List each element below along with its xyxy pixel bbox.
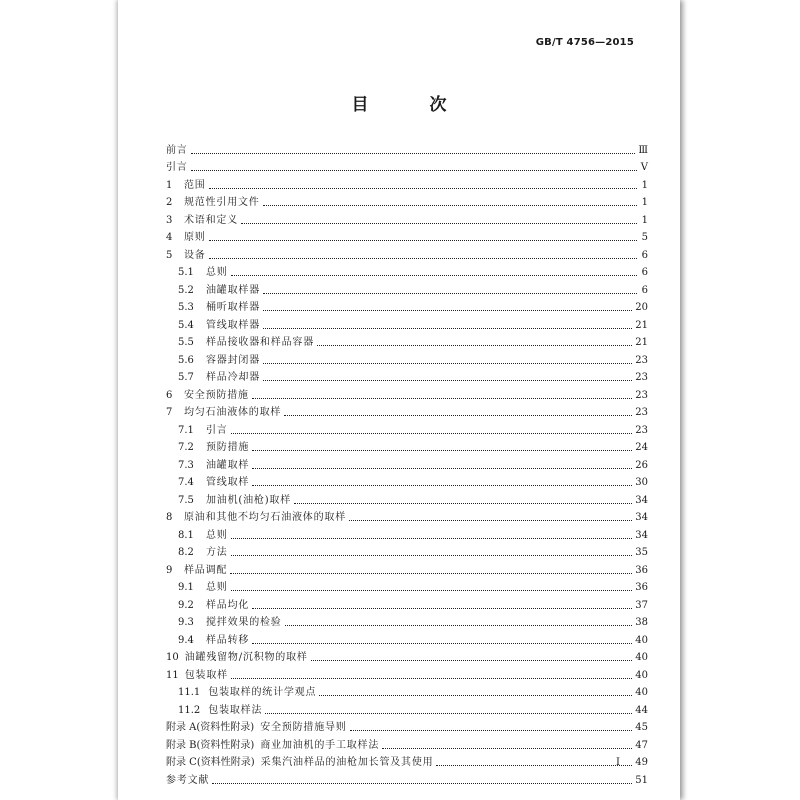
toc-entry-page: 40 [635,687,648,698]
table-of-contents [166,139,648,787]
toc-entry-page: 40 [635,652,648,663]
toc-entry-number: 7.5 [178,494,194,506]
toc-entry-number: 8.1 [178,529,194,541]
toc-entry-number: 7.1 [178,424,194,436]
toc-entry-number: 1 [166,179,173,191]
toc-entry [166,524,648,542]
toc-entry-label: 引言 [166,162,188,173]
toc-entry [166,454,648,472]
toc-entry [166,647,648,665]
toc-entry [166,577,648,595]
toc-entry [166,664,648,682]
toc-entry [166,507,648,525]
toc-entry-number: 7.4 [178,477,194,488]
toc-entry-page: 26 [635,459,648,471]
toc-entry [166,769,648,787]
dot-leader [191,170,637,171]
toc-entry [166,384,648,402]
toc-entry-label: 容器封闭器 [206,354,260,366]
dot-leader [263,380,632,381]
dot-leader [209,188,637,189]
dot-leader [230,573,632,574]
toc-entry-page: Ⅴ [640,162,648,173]
dot-leader [252,643,632,644]
toc-entry-page: 5 [641,232,648,243]
toc-entry-page: 37 [635,599,648,611]
toc-entry-number: 7.3 [178,459,194,471]
toc-entry-page: 51 [635,774,648,786]
toc-entry-page: 6 [641,267,648,278]
dot-leader [252,485,632,486]
toc-entry-number: 5.6 [178,354,194,366]
document-page [118,0,680,800]
toc-entry-number: 5.5 [178,337,194,348]
toc-entry-page: 23 [635,354,648,366]
toc-entry-label: 加油机(油枪)取样 [206,494,292,506]
dot-leader [231,538,633,539]
toc-entry [166,437,648,455]
toc-entry-page: Ⅲ [638,144,648,156]
toc-entry [166,192,648,210]
toc-entry-label: 参考文献 [166,774,210,786]
toc-entry-label: 范围 [184,179,206,191]
toc-entry-page: 34 [635,494,648,506]
toc-entry-page: 1 [641,197,648,208]
toc-entry-number: 附录 B(资料性附录) [166,739,255,751]
toc-entry [166,174,648,192]
toc-entry-label: 样品均化 [206,599,250,611]
toc-entry-number: 5.4 [178,319,194,331]
toc-entry [166,314,648,332]
toc-entry [166,244,648,262]
toc-entry-label: 安全预防措施 [184,389,249,401]
toc-entry-label: 样品冷却器 [206,372,260,383]
toc-entry [166,332,648,350]
toc-entry [166,629,648,647]
toc-entry [166,349,648,367]
dot-leader [191,153,636,154]
dot-leader [317,345,632,346]
toc-entry-page: 36 [635,582,648,593]
dot-leader [285,625,633,626]
toc-entry-label: 油罐取样 [206,459,250,471]
toc-entry-label: 桶听取样器 [206,302,260,313]
dot-leader [252,468,632,469]
toc-entry-label: 前言 [166,144,188,156]
toc-entry-page: 35 [635,547,648,558]
toc-entry-number: 5 [166,249,173,261]
toc-entry-page: 49 [635,757,648,768]
toc-entry-number: 3 [166,214,173,226]
toc-entry [166,752,648,770]
toc-entry-page: 34 [635,529,648,541]
toc-entry-number: 9.2 [178,599,194,611]
dot-leader [436,765,632,766]
dot-leader [263,205,637,206]
toc-entry-label: 商业加油机的手工取样法 [260,739,380,751]
toc-entry-number: 7.2 [178,442,194,453]
toc-entry [166,262,648,280]
toc-entry-number: 5.3 [178,302,194,313]
toc-entry-label: 原油和其他不均匀石油液体的取样 [184,512,346,523]
toc-entry [166,209,648,227]
toc-entry-number: 9.4 [178,634,194,646]
document-code: GB/T 4756—2015 [535,37,634,48]
dot-leader [231,433,633,434]
toc-entry-page: 36 [635,564,648,576]
toc-entry [166,594,648,612]
toc-entry-page: 23 [635,372,648,383]
toc-entry-page: 45 [635,722,648,733]
toc-entry-number: 5.1 [178,267,194,278]
toc-entry-label: 总则 [206,582,228,593]
toc-entry-page: 6 [641,249,648,261]
toc-entry [166,734,648,752]
toc-entry-label: 样品转移 [206,634,250,646]
toc-entry-number: 11.1 [178,687,201,698]
toc-entry [166,542,648,560]
toc-entry-page: 21 [635,319,648,331]
toc-entry [166,367,648,385]
dot-leader [231,555,633,556]
dot-leader [263,328,632,329]
toc-entry-label: 规范性引用文件 [184,197,260,208]
dot-leader [319,695,632,696]
toc-entry [166,279,648,297]
toc-entry-number: 4 [166,232,173,243]
toc-entry-number: 2 [166,197,173,208]
toc-entry [166,419,648,437]
dot-leader [209,258,637,259]
toc-entry [166,489,648,507]
toc-entry [166,139,648,157]
toc-entry-label: 搅拌效果的检验 [206,617,282,628]
toc-entry [166,227,648,245]
dot-leader [263,310,632,311]
toc-entry-page: 21 [635,337,648,348]
dot-leader [349,520,632,521]
toc-entry-label: 包装取样的统计学观点 [208,687,317,698]
toc-entry-number: 8 [166,512,173,523]
dot-leader [231,678,632,679]
dot-leader [294,503,632,504]
toc-entry-number: 5.2 [178,284,194,296]
toc-entry-page: 23 [635,407,648,418]
toc-entry-label: 采集汽油样品的油枪加长管及其使用 [260,757,434,768]
dot-leader [263,293,637,294]
dot-leader [382,748,632,749]
toc-entry-label: 设备 [184,249,206,261]
dot-leader [265,713,632,714]
dot-leader [212,783,632,784]
toc-entry-label: 方法 [206,547,228,558]
toc-entry-label: 均匀石油液体的取样 [184,407,282,418]
toc-entry-page: 20 [635,302,648,313]
toc-entry-number: 附录 C(资料性附录) [166,757,255,768]
toc-entry-number: 5.7 [178,372,194,383]
dot-leader [241,223,637,224]
toc-entry-label: 总则 [206,267,228,278]
toc-entry-number: 6 [166,389,173,401]
toc-entry-number: 11.2 [178,704,201,716]
toc-title: 目 次 [351,95,469,115]
toc-entry-page: 44 [635,704,648,716]
dot-leader [231,590,633,591]
toc-entry-label: 安全预防措施导则 [260,722,347,733]
toc-entry [166,402,648,420]
toc-entry-page: 47 [635,739,648,751]
toc-entry-number: 9 [166,564,173,576]
toc-entry-label: 样品调配 [184,564,228,576]
toc-entry [166,297,648,315]
toc-entry-page: 23 [635,389,648,401]
toc-entry-page: 24 [635,442,648,453]
dot-leader [311,660,633,661]
toc-entry-label: 包装取样 [184,669,228,681]
toc-entry-label: 管线取样器 [206,319,260,331]
toc-entry-page: 40 [635,634,648,646]
toc-entry [166,717,648,735]
dot-leader [252,608,632,609]
toc-entry-page: 6 [641,284,648,296]
toc-entry-page: 1 [641,214,648,226]
toc-entry-number: 11 [166,669,179,681]
toc-entry [166,612,648,630]
toc-entry-page: 30 [635,477,648,488]
toc-entry-number: 8.2 [178,547,194,558]
toc-entry-label: 油罐取样器 [206,284,260,296]
toc-entry-page: 34 [635,512,648,523]
toc-entry-label: 术语和定义 [184,214,238,226]
toc-entry [166,559,648,577]
toc-entry-number: 9.1 [178,582,194,593]
toc-entry-label: 管线取样 [206,477,250,488]
toc-entry-number: 10 [166,652,179,663]
dot-leader [263,363,632,364]
dot-leader [252,450,632,451]
toc-entry-number: 附录 A(资料性附录) [166,722,255,733]
dot-leader [231,275,637,276]
dot-leader [284,415,632,416]
toc-entry-page: 1 [641,179,648,191]
toc-entry-label: 预防措施 [206,442,250,453]
toc-entry-page: 23 [635,424,648,436]
dot-leader [209,240,637,241]
toc-entry [166,472,648,490]
toc-entry-label: 总则 [206,529,228,541]
toc-entry-label: 样品接收器和样品容器 [206,337,314,348]
page-number: Ⅰ [616,757,620,768]
dot-leader [350,730,633,731]
dot-leader [252,398,632,399]
toc-entry-label: 原则 [184,232,206,243]
toc-entry [166,157,648,175]
toc-entry [166,682,648,700]
toc-entry-label: 包装取样法 [208,704,263,716]
toc-entry-page: 38 [635,617,648,628]
toc-entry-page: 40 [635,669,648,681]
toc-entry-label: 引言 [206,424,228,436]
toc-entry [166,699,648,717]
toc-entry-number: 7 [166,407,173,418]
toc-entry-label: 油罐残留物/沉积物的取样 [184,652,308,663]
toc-entry-number: 9.3 [178,617,194,628]
